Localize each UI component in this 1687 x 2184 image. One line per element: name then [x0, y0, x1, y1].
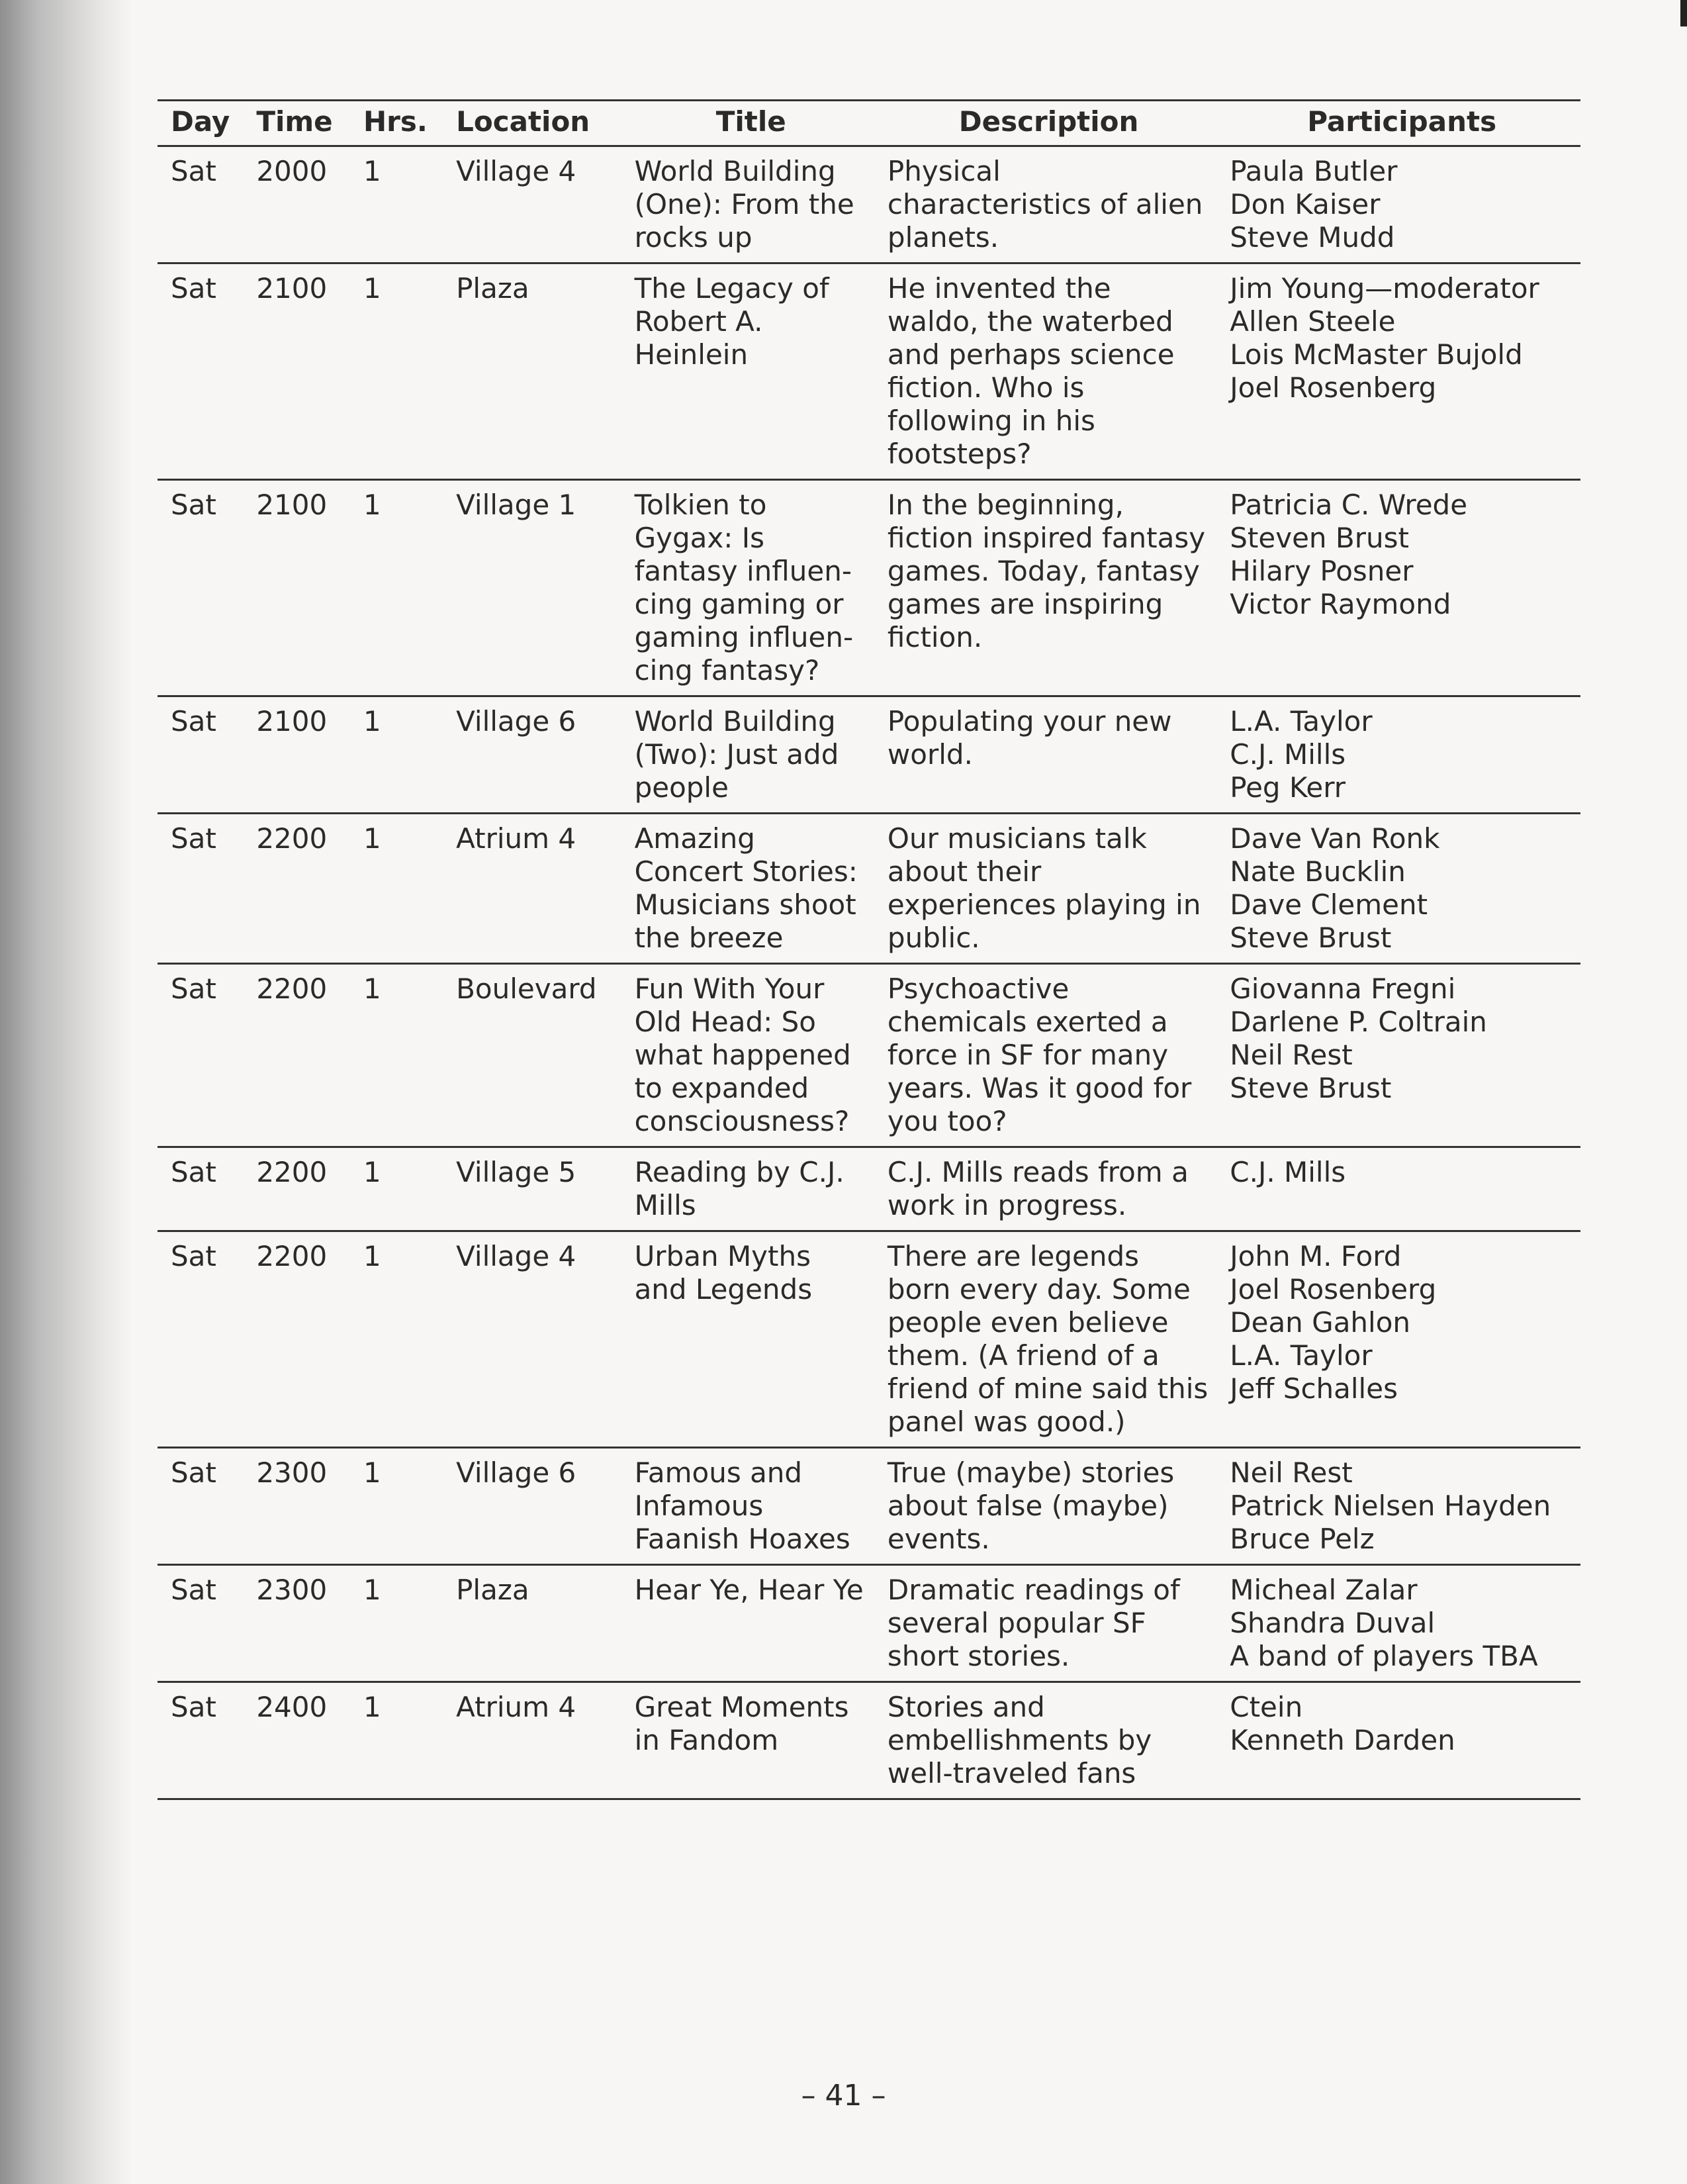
cell-description: Our musicians talk about their experiences playing in public. — [874, 814, 1216, 964]
header-day: Day — [158, 101, 243, 146]
table-row — [158, 480, 1580, 696]
cell-hrs: 1 — [350, 1231, 443, 1448]
cell-location: Village 4 — [443, 146, 621, 263]
cell-day: Sat — [158, 964, 243, 1147]
cell-time: 2000 — [243, 146, 350, 263]
cell-title: Reading by C.J. Mills — [621, 1147, 874, 1231]
cell-description: In the beginning, fiction inspired fantasy games. Today, fantasy games are inspiring fiction. — [874, 480, 1216, 696]
cell-title: Famous and Infamous Faanish Hoaxes — [621, 1448, 874, 1565]
table-row — [158, 964, 1580, 1147]
cell-participants — [1216, 146, 1580, 263]
table-row — [158, 263, 1580, 480]
header-location: Location — [443, 101, 621, 146]
cell-hrs: 1 — [350, 696, 443, 814]
participant-name: Don Kaiser — [1230, 188, 1381, 220]
cell-time: 2100 — [243, 696, 350, 814]
header-participants: Participants — [1216, 101, 1580, 146]
table-row — [158, 814, 1580, 964]
cell-title: The Legacy of Robert A. Heinlein — [621, 263, 874, 480]
cell-day: Sat — [158, 696, 243, 814]
participant-name: Dave Van Ronk — [1230, 822, 1440, 855]
cell-time: 2200 — [243, 964, 350, 1147]
participant-name: Patrick Nielsen Hayden — [1230, 1490, 1551, 1522]
participant-name: C.J. Mills — [1230, 738, 1346, 771]
cell-description: Psychoactive chemicals exerted a force in SF for many years. Was it good for you too? — [874, 964, 1216, 1147]
header-row — [158, 101, 1580, 146]
cell-location: Village 5 — [443, 1147, 621, 1231]
participant-name: John M. Ford — [1230, 1240, 1402, 1272]
cell-location: Plaza — [443, 263, 621, 480]
cell-description: Populating your new world. — [874, 696, 1216, 814]
scan-gutter-shadow — [0, 0, 132, 2184]
cell-description: There are legends born every day. Some people even believe them. (A friend of a friend of mine said this panel was good.) — [874, 1231, 1216, 1448]
cell-description: Dramatic readings of several popular SF short stories. — [874, 1565, 1216, 1682]
cell-title: World Building (Two): Just add people — [621, 696, 874, 814]
cell-day: Sat — [158, 814, 243, 964]
cell-location: Boulevard — [443, 964, 621, 1147]
cell-day: Sat — [158, 1565, 243, 1682]
participant-name: Victor Raymond — [1230, 588, 1451, 620]
cell-time: 2200 — [243, 1147, 350, 1231]
cell-participants — [1216, 263, 1580, 480]
cell-title: Great Moments in Fandom — [621, 1682, 874, 1799]
cell-location: Atrium 4 — [443, 814, 621, 964]
cell-hrs: 1 — [350, 814, 443, 964]
cell-hrs: 1 — [350, 1682, 443, 1799]
cell-hrs: 1 — [350, 480, 443, 696]
participant-name: Giovanna Fregni — [1230, 973, 1456, 1005]
cell-time: 2300 — [243, 1565, 350, 1682]
cell-participants — [1216, 1231, 1580, 1448]
cell-time: 2100 — [243, 480, 350, 696]
participant-name: Ctein — [1230, 1691, 1303, 1723]
table-body — [158, 146, 1580, 1799]
cell-location: Atrium 4 — [443, 1682, 621, 1799]
cell-day: Sat — [158, 263, 243, 480]
table-row — [158, 1231, 1580, 1448]
cell-location: Village 4 — [443, 1231, 621, 1448]
cell-title: World Building (One): From the rocks up — [621, 146, 874, 263]
cell-title: Amazing Concert Stories: Musicians shoot the breeze — [621, 814, 874, 964]
cell-description: Stories and embellishments by well-traveled fans — [874, 1682, 1216, 1799]
cell-participants — [1216, 1565, 1580, 1682]
cell-description: C.J. Mills reads from a work in progress. — [874, 1147, 1216, 1231]
participant-name: Joel Rosenberg — [1230, 1273, 1437, 1306]
header-hrs: Hrs. — [350, 101, 443, 146]
participant-name: Neil Rest — [1230, 1456, 1353, 1489]
cell-title: Tolkien to Gygax: Is fantasy influen- cing gaming or gaming influen- cing fantasy? — [621, 480, 874, 696]
participant-name: Micheal Zalar — [1230, 1574, 1418, 1606]
participant-name: L.A. Taylor — [1230, 1339, 1373, 1372]
cell-participants — [1216, 1448, 1580, 1565]
cell-participants — [1216, 480, 1580, 696]
participant-name: Patricia C. Wrede — [1230, 489, 1468, 521]
header-description: Description — [874, 101, 1216, 146]
participant-name: Dave Clement — [1230, 888, 1428, 921]
cell-description: True (maybe) stories about false (maybe) events. — [874, 1448, 1216, 1565]
cell-title: Urban Myths and Legends — [621, 1231, 874, 1448]
cell-day: Sat — [158, 1682, 243, 1799]
participant-name: Steven Brust — [1230, 522, 1409, 554]
cell-time: 2400 — [243, 1682, 350, 1799]
cell-day: Sat — [158, 1147, 243, 1231]
cell-time: 2200 — [243, 1231, 350, 1448]
participant-name: A band of players TBA — [1230, 1640, 1538, 1672]
participant-name: Kenneth Darden — [1230, 1724, 1455, 1756]
cell-time: 2200 — [243, 814, 350, 964]
participant-name: Steve Brust — [1230, 922, 1392, 954]
scan-edge-mark — [1680, 0, 1687, 26]
participant-name: Jeff Schalles — [1230, 1372, 1398, 1405]
table-row — [158, 1448, 1580, 1565]
participant-name: L.A. Taylor — [1230, 705, 1373, 737]
participant-name: Joel Rosenberg — [1230, 371, 1437, 404]
cell-hrs: 1 — [350, 1147, 443, 1231]
participant-name: Neil Rest — [1230, 1039, 1353, 1071]
participant-name: Dean Gahlon — [1230, 1306, 1411, 1339]
cell-time: 2100 — [243, 263, 350, 480]
participant-name: Lois McMaster Bujold — [1230, 338, 1523, 371]
participant-name: Shandra Duval — [1230, 1607, 1436, 1639]
cell-hrs: 1 — [350, 263, 443, 480]
cell-hrs: 1 — [350, 146, 443, 263]
cell-day: Sat — [158, 1231, 243, 1448]
cell-location: Village 6 — [443, 1448, 621, 1565]
participant-name: Allen Steele — [1230, 305, 1396, 338]
header-title: Title — [621, 101, 874, 146]
participant-name: C.J. Mills — [1230, 1156, 1346, 1188]
cell-location: Village 1 — [443, 480, 621, 696]
cell-participants — [1216, 1147, 1580, 1231]
participant-name: Jim Young—moderator — [1230, 272, 1539, 305]
participant-name: Darlene P. Coltrain — [1230, 1006, 1487, 1038]
page-number: – 41 – — [801, 2079, 886, 2113]
cell-time: 2300 — [243, 1448, 350, 1565]
cell-title: Hear Ye, Hear Ye — [621, 1565, 874, 1682]
table-row — [158, 1147, 1580, 1231]
cell-day: Sat — [158, 1448, 243, 1565]
cell-description: He invented the waldo, the waterbed and perhaps science fiction. Who is following in his footsteps? — [874, 263, 1216, 480]
cell-location: Village 6 — [443, 696, 621, 814]
cell-day: Sat — [158, 480, 243, 696]
participant-name: Paula Butler — [1230, 155, 1398, 187]
participant-name: Nate Bucklin — [1230, 855, 1406, 888]
participant-name: Peg Kerr — [1230, 771, 1346, 804]
cell-day: Sat — [158, 146, 243, 263]
table-row — [158, 146, 1580, 263]
cell-participants — [1216, 1682, 1580, 1799]
table-row — [158, 696, 1580, 814]
cell-participants — [1216, 696, 1580, 814]
cell-participants — [1216, 964, 1580, 1147]
participant-name: Steve Brust — [1230, 1072, 1392, 1104]
cell-title: Fun With Your Old Head: So what happened to expanded consciousness? — [621, 964, 874, 1147]
cell-hrs: 1 — [350, 964, 443, 1147]
program-schedule-table — [158, 99, 1580, 1800]
table-row — [158, 1682, 1580, 1799]
cell-participants — [1216, 814, 1580, 964]
participant-name: Bruce Pelz — [1230, 1523, 1375, 1555]
table-row — [158, 1565, 1580, 1682]
cell-hrs: 1 — [350, 1448, 443, 1565]
cell-location: Plaza — [443, 1565, 621, 1682]
table-header — [158, 101, 1580, 146]
header-time: Time — [243, 101, 350, 146]
participant-name: Hilary Posner — [1230, 555, 1414, 587]
cell-description: Physical characteristics of alien planets. — [874, 146, 1216, 263]
participant-name: Steve Mudd — [1230, 221, 1395, 254]
cell-hrs: 1 — [350, 1565, 443, 1682]
